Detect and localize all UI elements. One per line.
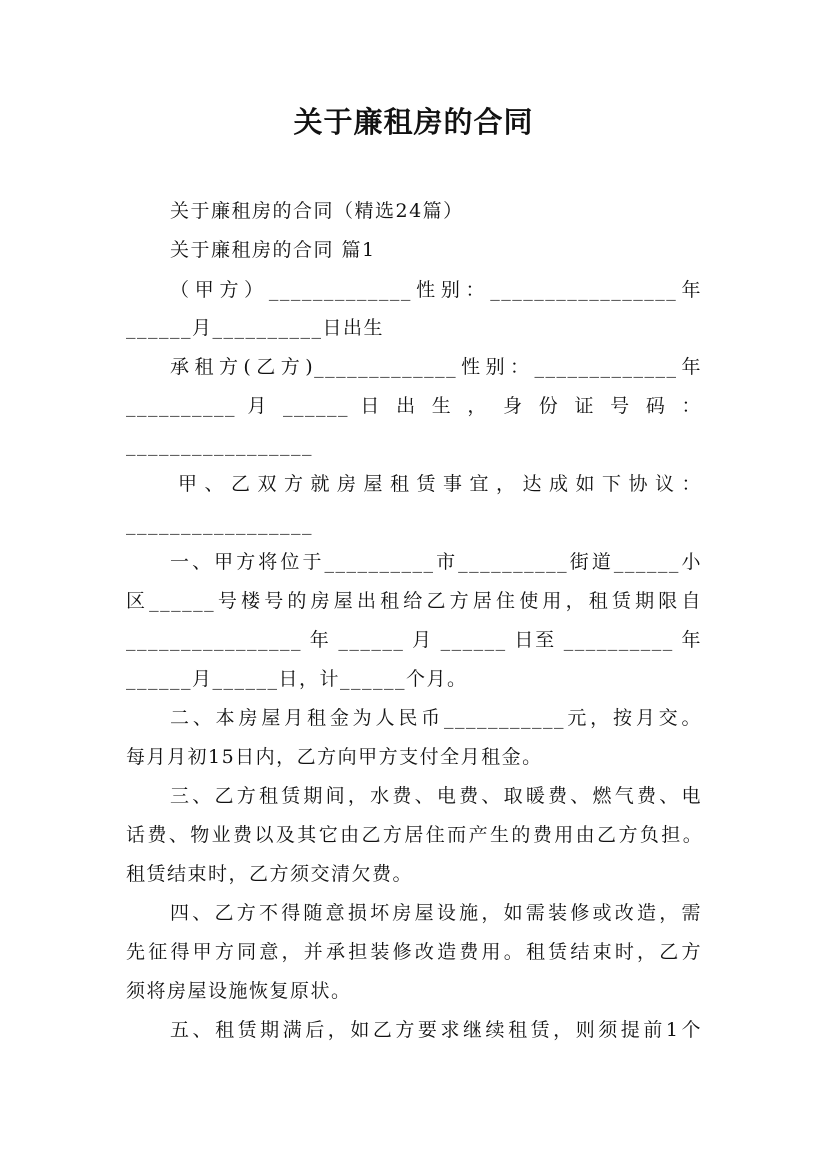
document-title: 关于廉租房的合同 [293,105,534,139]
paragraph-line: __________ 月 ______ 日 出 生 ， 身 份 证 号 码 ： [126,395,702,417]
section-heading: 关于廉租房的合同 篇1 [170,239,376,261]
paragraph-line: ______月__________日出生 [126,317,385,339]
paragraph-line: ______月______日，计______个月。 [126,668,468,690]
paragraph-line: 先征得甲方同意，并承担装修改造费用。租赁结束时，乙方 [126,941,702,963]
document-subtitle: 关于廉租房的合同（精选24篇） [170,200,464,222]
paragraph-line: 每月月初15日内，乙方向甲方支付全月租金。 [126,746,543,768]
paragraph-line: _________________ [126,434,313,456]
paragraph-line: ________________ 年 ______ 月 ______ 日至 __________ 年 [126,629,702,651]
paragraph-line: 区______号楼号的房屋出租给乙方居住使用，租赁期限自 [126,590,702,612]
paragraph-line: 二、本房屋月租金为人民币___________元，按月交。 [170,707,702,729]
paragraph-line: 三、乙方租赁期间，水费、电费、取暖费、燃气费、电 [170,785,702,807]
paragraph-line: 四、乙方不得随意损坏房屋设施，如需装修或改造，需 [170,902,702,924]
paragraph-line: 话费、物业费以及其它由乙方居住而产生的费用由乙方负担。 [126,824,702,846]
paragraph-line: （甲方）_____________性别：_________________年 [170,279,702,301]
paragraph-line: 甲、乙双方就房屋租赁事宜，达成如下协议： [178,473,702,495]
paragraph-line: 五、租赁期满后，如乙方要求继续租赁，则须提前1个 [170,1019,702,1041]
paragraph-line: 承租方(乙方)_____________性别：_____________年 [170,356,702,378]
paragraph-line: 须将房屋设施恢复原状。 [126,980,352,1002]
paragraph-line: _________________ [126,513,313,535]
paragraph-line: 一、甲方将位于__________市__________街道______小 [170,551,702,573]
paragraph-line: 租赁结束时，乙方须交清欠费。 [126,863,414,885]
